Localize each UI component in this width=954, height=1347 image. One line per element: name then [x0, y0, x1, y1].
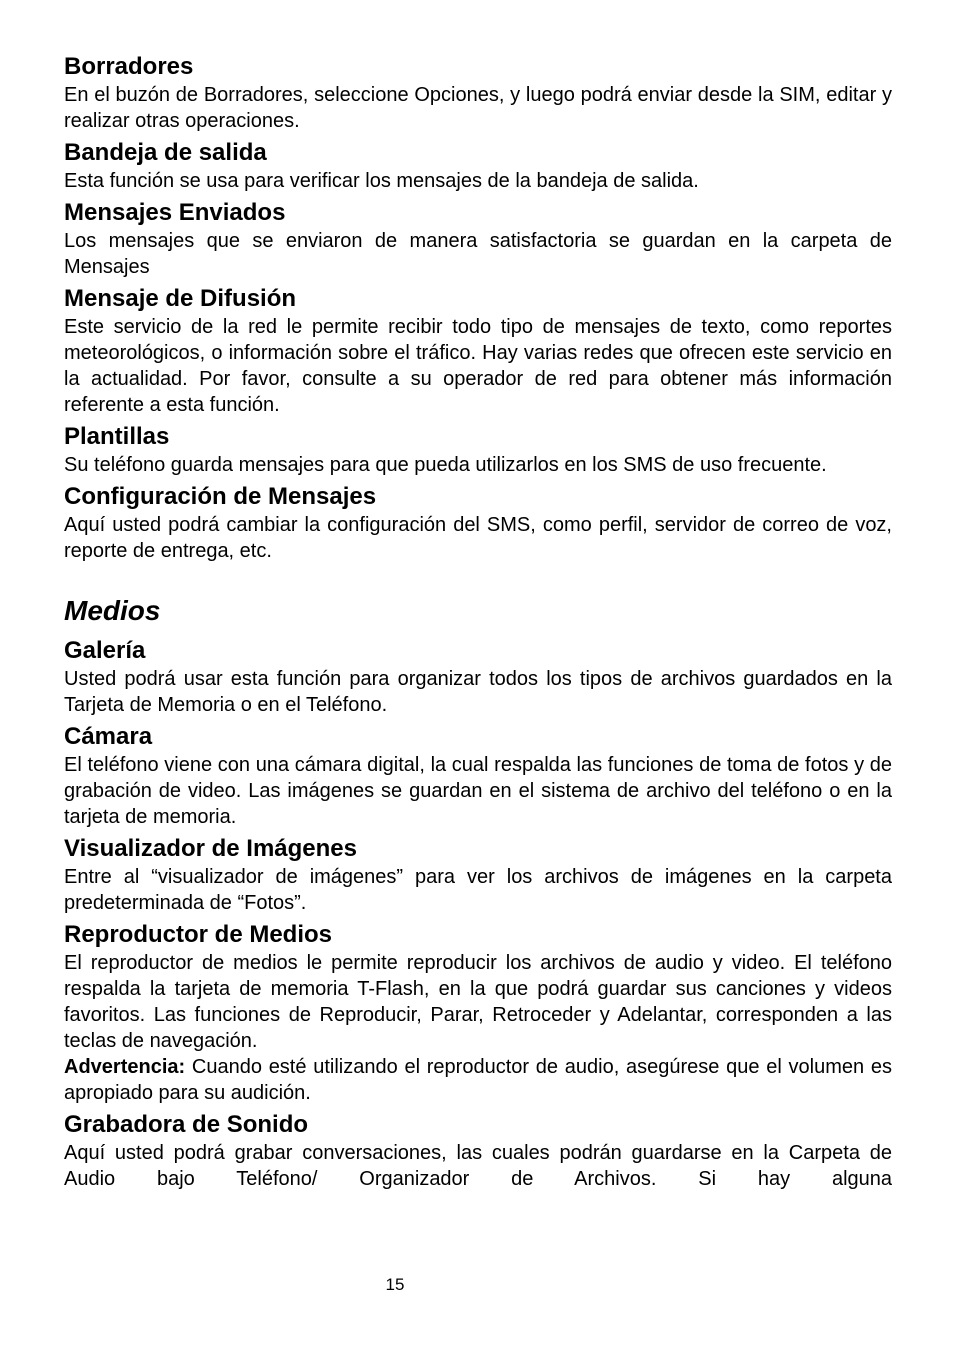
section-configuracion-de-mensajes	[64, 482, 892, 564]
section-heading: Plantillas	[64, 423, 170, 450]
section-text: En el buzón de Borradores, seleccione Opciones, y luego podrá enviar desde la SIM, editar y realizar otras operaciones.	[64, 84, 892, 132]
section-heading: Visualizador de Imágenes	[64, 835, 358, 862]
page-number: 15	[385, 1275, 405, 1294]
section-heading: Galería	[64, 637, 146, 664]
section-mensajes-enviados	[64, 198, 892, 280]
section-text: Aquí usted podrá grabar conversaciones, las cuales podrán guardarse en la Carpeta de Audio bajo Teléfono/ Organizador de Archivos. Si hay alguna	[64, 1142, 892, 1190]
section-heading: Mensaje de Difusión	[64, 285, 297, 312]
section-galeria	[64, 636, 892, 718]
chapter-title: Medios	[64, 595, 161, 626]
warning-label: Advertencia:	[64, 1056, 186, 1078]
warning-text: Cuando esté utilizando el reproductor de audio, asegúrese que el volumen es apropiado para su audición.	[64, 1056, 892, 1104]
section-text: Aquí usted podrá cambiar la configuración del SMS, como perfil, servidor de correo de voz, reporte de entrega, etc.	[64, 514, 892, 562]
section-heading: Cámara	[64, 723, 153, 750]
section-mensaje-de-difusion	[64, 284, 892, 418]
section-text: Usted podrá usar esta función para organizar todos los tipos de archivos guardados en la Tarjeta de Memoria o en el Teléfono.	[64, 668, 892, 716]
section-grabadora-de-sonido	[64, 1110, 892, 1192]
section-bandeja-de-salida	[64, 138, 892, 194]
section-text: Esta función se usa para verificar los mensajes de la bandeja de salida.	[64, 170, 699, 192]
section-text: El reproductor de medios le permite reproducir los archivos de audio y video. El teléfono respalda la tarjeta de memoria T-Flash, en la que podrá guardar sus canciones y videos favoritos. Las funciones de Reproducir, Parar, Retroceder y Adelantar, corresponden a las teclas de navegación.	[64, 952, 892, 1052]
section-text: El teléfono viene con una cámara digital, la cual respalda las funciones de toma de fotos y de grabación de video. Las imágenes se guardan en el sistema de archivo del teléfono o en la tarjeta de memoria.	[64, 754, 892, 828]
section-visualizador-de-imagenes	[64, 834, 892, 916]
section-text: Su teléfono guarda mensajes para que pueda utilizarlos en los SMS de uso frecuente.	[64, 454, 827, 476]
section-camara	[64, 722, 892, 830]
section-text: Los mensajes que se enviaron de manera satisfactoria se guardan en la carpeta de Mensajes	[64, 230, 892, 278]
section-heading: Borradores	[64, 53, 194, 80]
section-reproductor-de-medios	[64, 920, 892, 1106]
section-text: Entre al “visualizador de imágenes” para ver los archivos de imágenes en la carpeta predeterminada de “Fotos”.	[64, 866, 892, 914]
section-heading: Mensajes Enviados	[64, 199, 286, 226]
section-heading: Configuración de Mensajes	[64, 483, 377, 510]
section-heading: Grabadora de Sonido	[64, 1111, 309, 1138]
document-page	[64, 52, 892, 1196]
section-heading: Reproductor de Medios	[64, 921, 333, 948]
section-borradores	[64, 52, 892, 134]
section-plantillas	[64, 422, 892, 478]
warning-paragraph	[64, 1054, 892, 1106]
section-heading: Bandeja de salida	[64, 139, 267, 166]
section-text: Este servicio de la red le permite recibir todo tipo de mensajes de texto, como reportes meteorológicos, o información sobre el tráfico. Hay varias redes que ofrecen este servicio en la actualidad. Por favor, consulte a su operador de red para obtener más información referente a esta función.	[64, 316, 892, 416]
